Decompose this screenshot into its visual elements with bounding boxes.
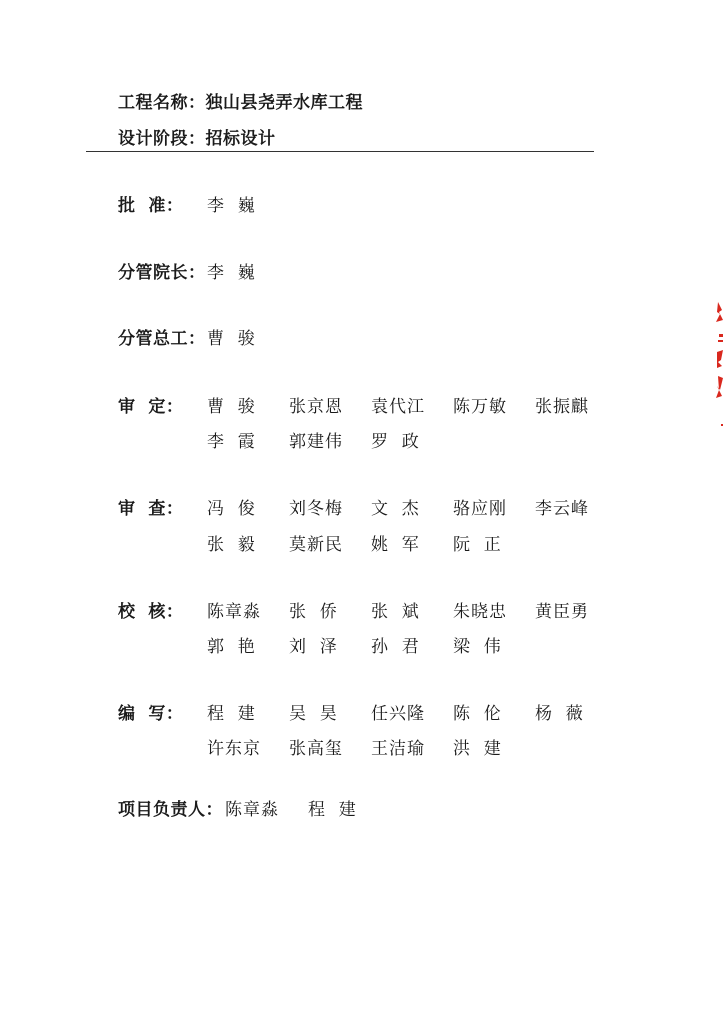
check-row-2 xyxy=(0,632,724,656)
vice-president-name: 李 巍 xyxy=(207,263,256,283)
compile-name: 任兴隆 xyxy=(371,704,425,724)
review-name: 莫新民 xyxy=(289,535,343,555)
compile-name: 许东京 xyxy=(207,739,261,759)
examine-name: 张京恩 xyxy=(289,397,343,417)
approver-label: 批 准： xyxy=(118,196,184,216)
examine-name: 罗 政 xyxy=(371,432,420,452)
check-name: 孙 君 xyxy=(371,637,420,657)
project-lead-row xyxy=(0,795,724,819)
compile-name: 张高玺 xyxy=(289,739,343,759)
review-name: 文 杰 xyxy=(371,499,420,519)
review-name: 冯 俊 xyxy=(207,499,256,519)
compile-name: 杨 薇 xyxy=(535,704,584,724)
chief-engineer-name: 曹 骏 xyxy=(207,329,256,349)
review-name: 李云峰 xyxy=(535,499,589,519)
review-name: 姚 军 xyxy=(371,535,420,555)
vice-president-row xyxy=(0,258,724,282)
review-label: 审 查： xyxy=(118,499,184,519)
approver-row xyxy=(0,191,724,215)
header-divider xyxy=(86,151,594,152)
review-name: 张 毅 xyxy=(207,535,256,555)
compile-name: 洪 建 xyxy=(453,739,502,759)
examine-name: 郭建伟 xyxy=(289,432,343,452)
check-name: 朱晓忠 xyxy=(453,602,507,622)
project-name-line: 工程名称：独山县尧弄水库工程 xyxy=(118,93,363,113)
check-name: 郭 艳 xyxy=(207,637,256,657)
vice-president-label: 分管院长： xyxy=(118,263,206,283)
project-lead-name: 陈章淼 xyxy=(225,800,279,820)
approver-name: 李 巍 xyxy=(207,196,256,216)
compile-name: 吴 昊 xyxy=(289,704,338,724)
examine-row-1 xyxy=(0,392,724,416)
check-row-1 xyxy=(0,597,724,621)
check-name: 梁 伟 xyxy=(453,637,502,657)
chief-engineer-row xyxy=(0,324,724,348)
compile-row-1 xyxy=(0,699,724,723)
review-name: 刘冬梅 xyxy=(289,499,343,519)
examine-name: 李 霞 xyxy=(207,432,256,452)
review-row-2 xyxy=(0,530,724,554)
examine-row-2 xyxy=(0,427,724,451)
examine-name: 张振麒 xyxy=(535,397,589,417)
review-row-1 xyxy=(0,494,724,518)
check-name: 陈章淼 xyxy=(207,602,261,622)
check-name: 张 侨 xyxy=(289,602,338,622)
check-name: 黄臣勇 xyxy=(535,602,589,622)
examine-label: 审 定： xyxy=(118,397,184,417)
red-seal-fragment xyxy=(712,300,724,430)
project-lead-name: 程 建 xyxy=(308,800,357,820)
check-name: 刘 泽 xyxy=(289,637,338,657)
review-name: 骆应刚 xyxy=(453,499,507,519)
review-name: 阮 正 xyxy=(453,535,502,555)
compile-name: 王洁瑜 xyxy=(371,739,425,759)
chief-engineer-label: 分管总工： xyxy=(118,329,206,349)
check-name: 张 斌 xyxy=(371,602,420,622)
compile-name: 程 建 xyxy=(207,704,256,724)
project-lead-label: 项目负责人： xyxy=(118,800,223,820)
examine-name: 陈万敏 xyxy=(453,397,507,417)
examine-name: 袁代江 xyxy=(371,397,425,417)
check-label: 校 核： xyxy=(118,602,184,622)
design-stage-line: 设计阶段：招标设计 xyxy=(118,129,276,149)
examine-name: 曹 骏 xyxy=(207,397,256,417)
compile-row-2 xyxy=(0,734,724,758)
compile-label: 编 写： xyxy=(118,704,184,724)
compile-name: 陈 伦 xyxy=(453,704,502,724)
